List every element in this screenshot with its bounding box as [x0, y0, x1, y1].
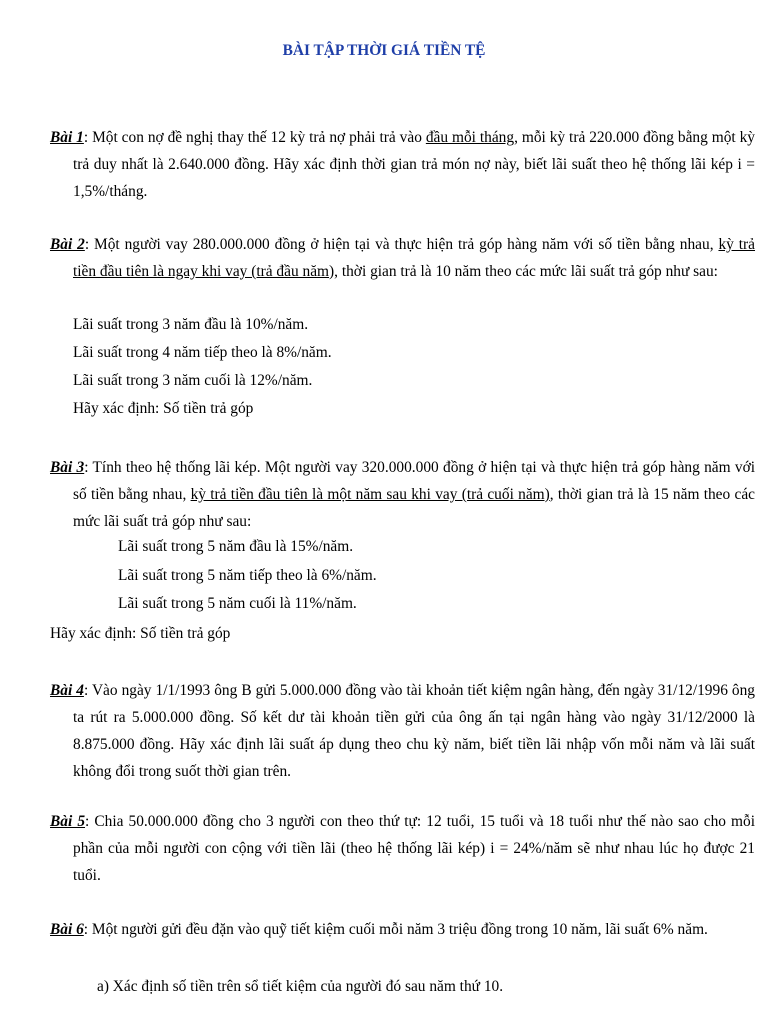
exercise-2-label: Bài 2 [50, 236, 85, 253]
exercise-1-text-b: , mỗi kỳ trả 220.000 đồng bằng một kỳ trả duy nhất là 2.640.000 đồng. Hãy xác định thời gian trả món nợ này, biết lãi suất theo hệ thống lãi kép i = 1,5%/tháng. [73, 129, 756, 200]
exercise-1-label: Bài 1 [50, 129, 84, 146]
exercise-3-rate-3: Lãi suất trong 5 năm cuối là 11%/năm. [118, 595, 357, 612]
exercise-2-rate-3: Lãi suất trong 3 năm cuối là 12%/năm. [73, 372, 313, 389]
exercise-2-text-b: thời gian trả là 10 năm theo các mức lãi suất trả góp như sau: [337, 263, 718, 280]
exercise-2-question: Hãy xác định: Số tiền trả góp [73, 400, 254, 417]
exercise-5 [50, 808, 755, 889]
exercise-4-label: Bài 4 [50, 682, 84, 699]
exercise-6-item-a: a) Xác định số tiền trên sổ tiết kiệm của người đó sau năm thứ 10. [97, 978, 504, 995]
exercise-3-rate-2: Lãi suất trong 5 năm tiếp theo là 6%/năm. [118, 567, 377, 584]
exercise-4 [50, 677, 755, 785]
exercise-3-text-b: , thời gian trả là 15 năm theo các mức lãi suất trả góp như sau: [73, 486, 755, 530]
exercise-3-question: Hãy xác định: Số tiền trả góp [50, 625, 231, 642]
exercise-3-text-a: : Tính theo hệ thống lãi kép. Một người vay 320.000.000 đồng ở hiện tại và thực hiện trả góp hàng năm với số tiền bằng nhau, [73, 459, 756, 503]
exercise-5-text: : Chia 50.000.000 đồng cho 3 người con theo thứ tự: 12 tuổi, 15 tuổi và 18 tuổi như thế nào sao cho mỗi phần của mỗi người con cộng với tiền lãi (theo hệ thống lãi kép) i = 24%/năm sẽ như nhau lúc họ được 21 tuổi. [73, 813, 755, 884]
exercise-3 [50, 454, 755, 535]
exercise-3-label: Bài 3 [50, 459, 85, 476]
exercise-2 [50, 231, 755, 285]
exercise-6-text: : Một người gửi đều đặn vào quỹ tiết kiệm cuối mỗi năm 3 triệu đồng trong 10 năm, lãi suất 6% năm. [83, 921, 708, 938]
page-title: BÀI TẬP THỜI GIÁ TIỀN TỆ [282, 42, 486, 59]
exercise-1-text-a: : Một con nợ đề nghị thay thế 12 kỳ trả nợ phải trả vào [83, 129, 426, 146]
exercise-2-text-a: : Một người vay 280.000.000 đồng ở hiện tại và thực hiện trả góp hàng năm với số tiền bằng nhau, [84, 236, 719, 253]
exercise-4-text: : Vào ngày 1/1/1993 ông B gửi 5.000.000 đồng vào tài khoản tiết kiệm ngân hàng, đến ngày 31/12/1996 ông ta rút ra 5.000.000 đồng. Số kết dư tài khoản tiền gửi của ông ấn tại ngân hàng vào ngày 31/12/2000 là 8.875.000 đồng. Hãy xác định lãi suất áp dụng theo chu kỳ năm, biết tiền lãi nhập vốn mỗi năm và lãi suất không đổi trong suốt thời gian trên. [73, 682, 755, 780]
exercise-5-label: Bài 5 [50, 813, 86, 830]
exercise-1 [50, 124, 755, 205]
exercise-2-rate-2: Lãi suất trong 4 năm tiếp theo là 8%/năm. [73, 344, 332, 361]
exercise-2-underlined: kỳ trả tiền đầu tiên là ngay khi vay (trả đầu năm), [73, 236, 756, 280]
exercise-2-rate-1: Lãi suất trong 3 năm đầu là 10%/năm. [73, 316, 309, 333]
exercise-3-rate-1: Lãi suất trong 5 năm đầu là 15%/năm. [118, 538, 354, 555]
exercise-3-underlined: kỳ trả tiền đầu tiên là một năm sau khi vay (trả cuối năm) [190, 486, 550, 503]
exercise-6-label: Bài 6 [50, 921, 84, 938]
exercise-1-underlined: đầu mỗi tháng [425, 129, 515, 146]
exercise-6 [50, 916, 755, 943]
